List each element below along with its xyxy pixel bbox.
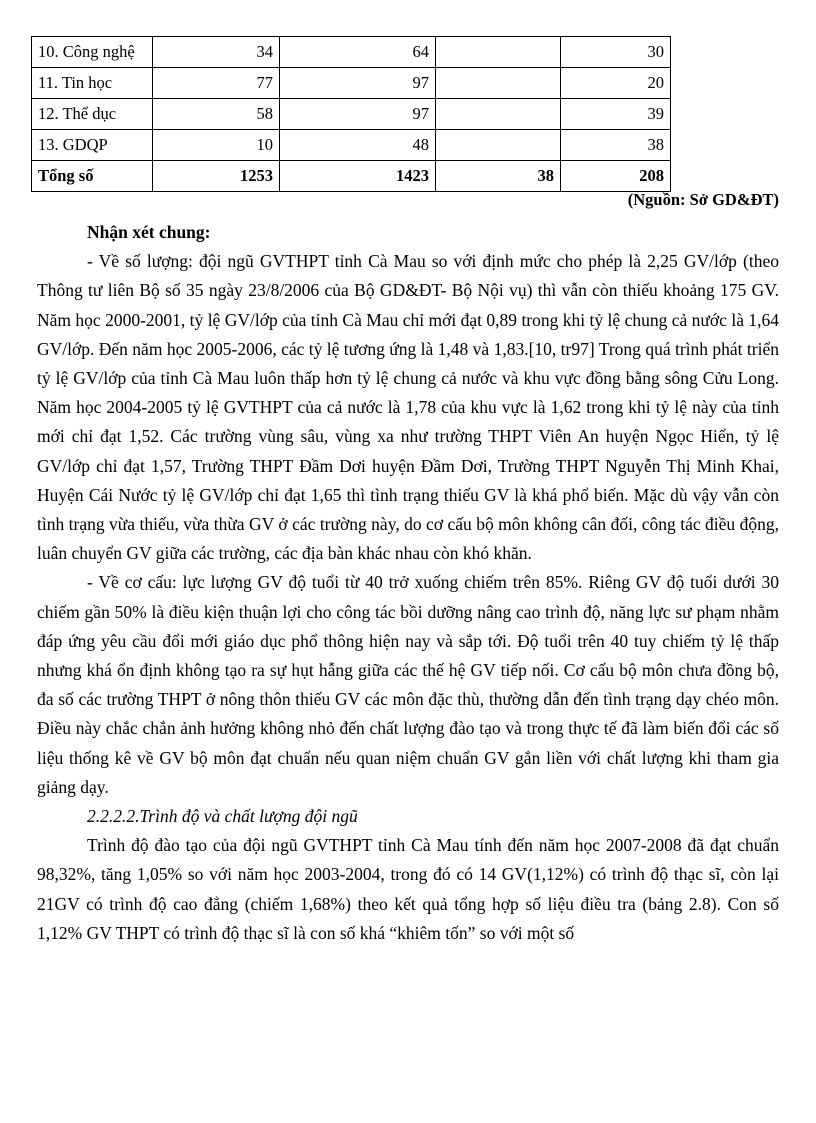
table-row — [32, 99, 671, 130]
table-cell: 58 — [153, 99, 280, 130]
table-cell: 20 — [561, 68, 671, 99]
table-cell: 38 — [436, 161, 561, 192]
table-total-label: Tổng số — [32, 161, 153, 192]
table-cell: 1253 — [153, 161, 280, 192]
table-cell-subject: 11. Tin học — [32, 68, 153, 99]
table-cell-subject: 10. Công nghệ — [32, 37, 153, 68]
section-heading: Nhận xét chung: — [87, 222, 211, 242]
table-cell — [436, 99, 561, 130]
table-cell: 208 — [561, 161, 671, 192]
teacher-statistics-table — [31, 36, 671, 192]
table-cell: 30 — [561, 37, 671, 68]
subsection-heading: 2.2.2.2.Trình độ và chất lượng đội ngũ — [87, 806, 358, 827]
table-cell: 64 — [280, 37, 436, 68]
table-total-row — [32, 161, 671, 192]
paragraph: - Về số lượng: đội ngũ GVTHPT tỉnh Cà Mau so với định mức cho phép là 2,25 GV/lớp (theo Thông tư liên Bộ số 35 ngày 23/8/2006 của Bộ GD&ĐT- Bộ Nội vụ) thì vẫn còn thiếu khoảng 175 GV. Năm học 2000-2001, tỷ lệ GV/lớp của tỉnh Cà Mau chỉ mới đạt 0,89 trong khi tỷ lệ chung cả nước là 1,64 GV/lớp. Đến năm học 2005-2006, các tỷ lệ tương ứng là 1,48 và 1,83.[10, tr97] Trong quá trình phát triển tỷ lệ GV/lớp của tỉnh Cà Mau luôn thấp hơn tỷ lệ chung cả nước và khu vực đồng bằng sông Cửu Long. Năm học 2004-2005 tỷ lệ GVTHPT của cả nước là 1,78 của khu vực là 1,62 trong khi tỷ lệ này của tỉnh mới chỉ đạt 1,52. Các trường vùng sâu, vùng xa như trường THPT Viên An huyện Ngọc Hiển, tỷ lệ GV/lớp chỉ đạt 1,57, Trường THPT Đầm Dơi huyện Đầm Dơi, Trường THPT Nguyễn Thị Minh Khai, Huyện Cái Nước tỷ lệ GV/lớp chỉ đạt 1,65 thì tình trạng thiếu GV là khá phổ biến. Mặc dù vậy vẫn còn tình trạng vừa thiếu, vừa thừa GV ở các trường này, do cơ cấu bộ môn không cân đối, công tác điều động, luân chuyển GV giữa các trường, các địa bàn khác nhau còn khó khăn. — [37, 251, 779, 564]
table-cell: 97 — [280, 68, 436, 99]
table-cell: 1423 — [280, 161, 436, 192]
table-cell: 48 — [280, 130, 436, 161]
table-cell-subject: 12. Thể dục — [32, 99, 153, 130]
body-text — [37, 218, 779, 948]
table-cell-subject: 13. GDQP — [32, 130, 153, 161]
table-row — [32, 130, 671, 161]
table-cell: 97 — [280, 99, 436, 130]
paragraph: Trình độ đào tạo của đội ngũ GVTHPT tỉnh Cà Mau tính đến năm học 2007-2008 đã đạt chuẩn 98,32%, tăng 1,05% so với năm học 2003-2004, trong đó có 14 GV(1,12%) có trình độ thạc sĩ, còn lại 21GV có trình độ cao đẳng (chiếm 1,68%) theo kết quả tổng hợp số liệu điều tra (bảng 2.8). Con số 1,12% GV THPT có trình độ thạc sĩ là con số khá “khiêm tốn” so với một số — [37, 835, 779, 943]
table-cell: 10 — [153, 130, 280, 161]
table-row — [32, 68, 671, 99]
table-cell — [436, 37, 561, 68]
paragraph: - Về cơ cấu: lực lượng GV độ tuổi từ 40 trở xuống chiếm trên 85%. Riêng GV độ tuổi dưới 30 chiếm gần 50% là điều kiện thuận lợi cho công tác bồi dưỡng nâng cao trình độ, năng lực sư phạm nhằm đáp ứng yêu cầu đổi mới giáo dục phổ thông hiện nay và sắp tới. Độ tuổi trên 40 tuy chiếm tỷ lệ thấp nhưng khá ổn định không tạo ra sự hụt hẫng giữa các thế hệ GV tiếp nối. Cơ cấu bộ môn chưa đồng bộ, đa số các trường THPT ở nông thôn thiếu GV các môn đặc thù, thường dẫn đến tình trạng dạy chéo môn. Điều này chắc chắn ảnh hưởng không nhỏ đến chất lượng đào tạo và trong thực tế đã làm biến đổi các số liệu thống kê về GV bộ môn đạt chuẩn nếu quan niệm chuẩn GV gắn liền với chất lượng khi tham gia giảng dạy. — [37, 572, 779, 797]
table-row — [32, 37, 671, 68]
table-cell — [436, 68, 561, 99]
table-cell: 34 — [153, 37, 280, 68]
table-cell — [436, 130, 561, 161]
table-cell: 38 — [561, 130, 671, 161]
table-cell: 39 — [561, 99, 671, 130]
table-cell: 77 — [153, 68, 280, 99]
table-source-note: (Nguồn: Sở GD&ĐT) — [627, 190, 779, 209]
